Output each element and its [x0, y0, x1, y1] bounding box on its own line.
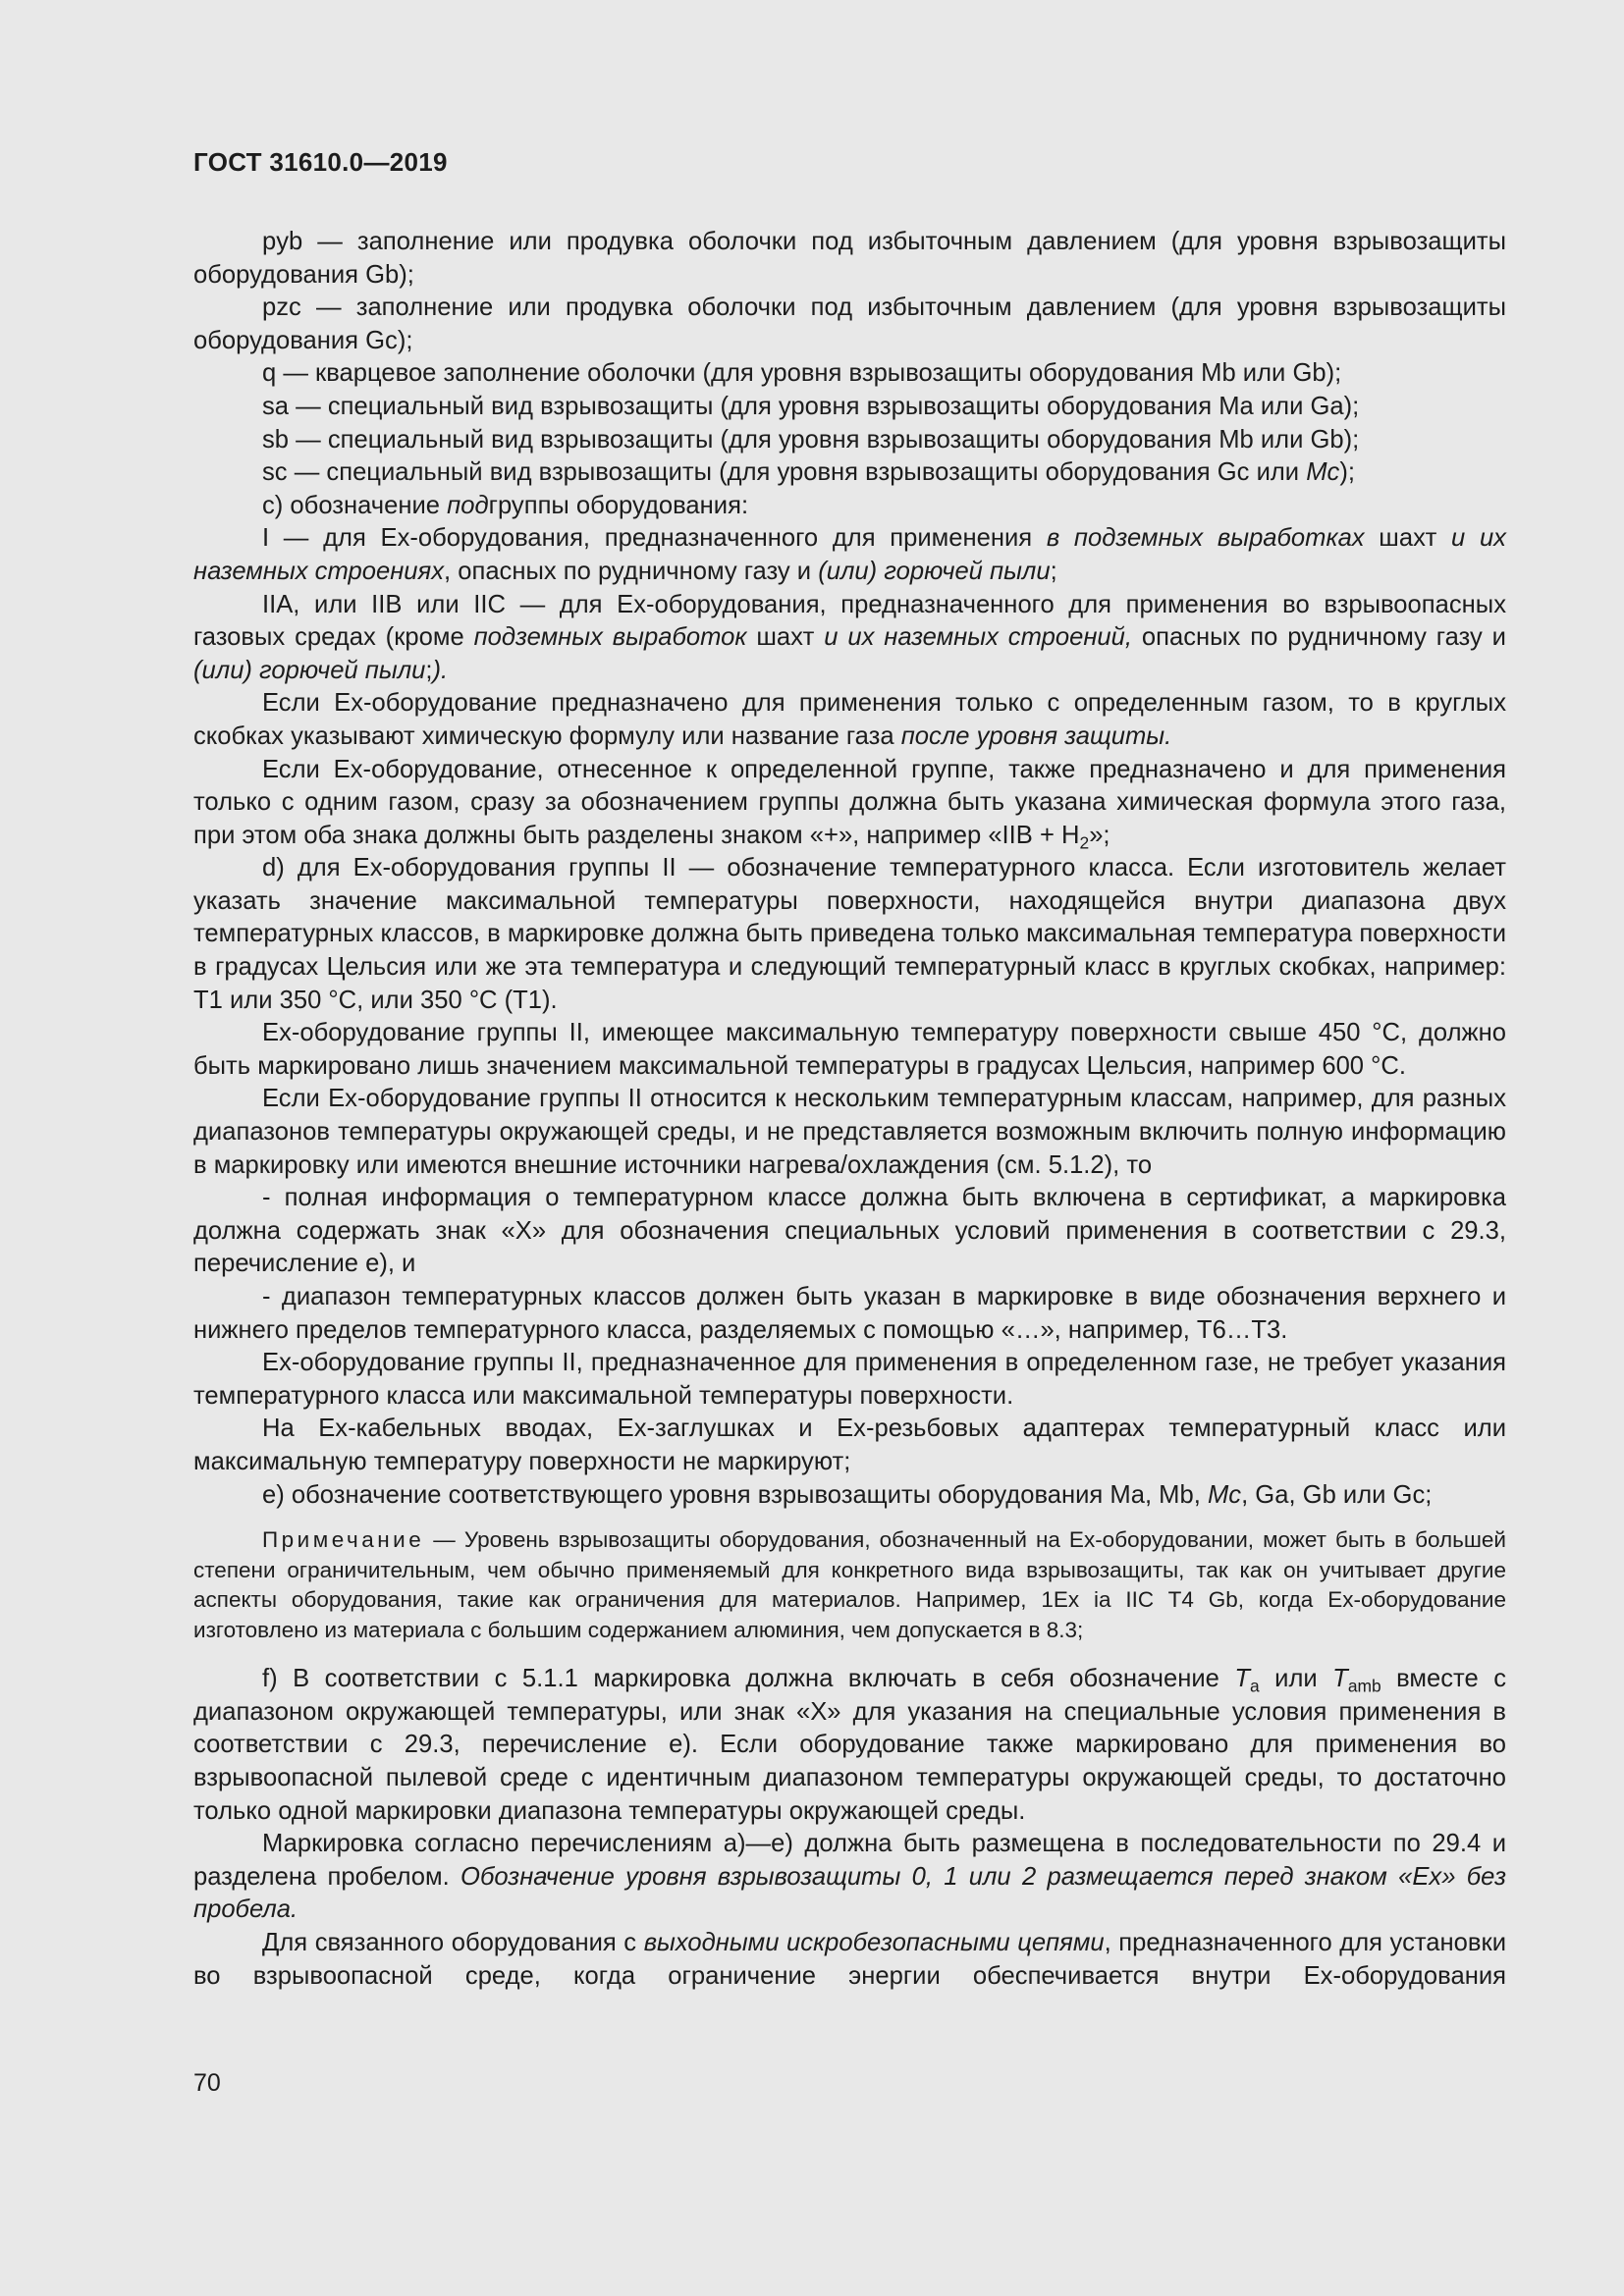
italic-text: и их наземных строений,	[824, 623, 1132, 652]
text: Маркировка согласно перечислениям а)—е) должна быть размещена в последовательности по 29.4 и разделена пробелом.	[193, 1830, 1506, 1891]
italic-text: T	[1332, 1665, 1348, 1693]
italic-text: Обозначение уровня взрывозащиты 0, 1 или 2 размещается перед знаком «Ex» без пробела.	[193, 1862, 1506, 1924]
paragraph-e-epl	[193, 1479, 1506, 1513]
paragraph-450c: Ех-оборудование группы II, имеющее максимальную температуру поверхности свыше 450 °С, должно быть маркировано лишь значением максимальной температуры в градусах Цельсия, например 600 °С.	[193, 1019, 1506, 1080]
paragraph-marking-order	[193, 1828, 1506, 1927]
document-header: ГОСТ 31610.0—2019	[193, 147, 448, 177]
text: Если Ех-оборудование, отнесенное к определенной группе, также предназначено и для применения только с одним газом, сразу за обозначением группы должна быть указана химическая формула этого газа, при этом оба знака должны быть разделены знаком «+», например «IIB + H	[193, 755, 1506, 849]
paragraph-group-i	[193, 522, 1506, 588]
paragraph-range: - диапазон температурных классов должен быть указан в маркировке в виде обозначения верхнего и нижнего пределов температурного класса, разделяемых с помощью «…», например, T6…T3.	[193, 1283, 1506, 1344]
paragraph-pzc: pzc — заполнение или продувка оболочки под избыточным давлением (для уровня взрывозащиты оборудования Gc);	[193, 294, 1506, 354]
text: шахт	[746, 623, 825, 652]
subscript: 2	[1079, 832, 1090, 853]
text: вместе с диапазоном окружающей температуры, или знак «X» для указания на специальные условия применения в соответствии с 29.3, перечисление е). Если оборудование также маркировано для применения во взрывоопасной пылевой среде с идентичным диапазоном температуры окружающей среды, то достаточно только одной маркировки диапазона температуры окружающей среды.	[193, 1665, 1506, 1825]
paragraph-f-ambient	[193, 1663, 1506, 1828]
paragraph-group-gas	[193, 754, 1506, 853]
text: ;	[1050, 557, 1057, 585]
paragraph-specific-gas: Ех-оборудование группы II, предназначенное для применения в определенном газе, не требует указания температурного класса или максимальной температуры поверхности.	[193, 1349, 1506, 1410]
paragraph-single-gas	[193, 687, 1506, 753]
text: c) обозначение	[262, 491, 448, 519]
paragraph-full-info: - полная информация о температурном классе должна быть включена в сертификат, а маркировка должна содержать знак «X» для обозначения специальных условий применения в соответствии с 29.3, перечисление е), и	[193, 1184, 1506, 1278]
text: опасных по рудничному газу и	[1131, 623, 1506, 652]
text: f) В соответствии с 5.1.1 маркировка должна включать в себя обозначение	[262, 1665, 1235, 1693]
paragraph-cable-glands: На Ех-кабельных вводах, Ех-заглушках и Ех-резьбовых адаптерах температурный класс или максимальную температуру поверхности не маркируют;	[193, 1415, 1506, 1475]
document-body	[193, 226, 1506, 1993]
text: IIA, или IIB или IIC — для Ех-оборудования, предназначенного для применения во взрывоопасных газовых средах (кроме	[193, 590, 1506, 652]
italic-text: Mc	[1207, 1480, 1242, 1509]
subscript: amb	[1347, 1676, 1381, 1696]
paragraph-associated-apparatus	[193, 1927, 1506, 1993]
text: или	[1259, 1665, 1333, 1693]
text: группы оборудования:	[488, 491, 749, 519]
italic-text: (или) горючей пыли	[818, 557, 1051, 585]
subscript: a	[1250, 1676, 1260, 1696]
italic-text: Mc	[1306, 458, 1340, 487]
paragraph-sb: sb — специальный вид взрывозащиты (для уровня взрывозащиты оборудования Mb или Gb);	[262, 425, 1360, 454]
paragraph-sa: sa — специальный вид взрывозащиты (для уровня взрывозащиты оборудования Ma или Ga);	[262, 392, 1360, 420]
text: ;	[425, 656, 433, 684]
text: шахт	[1364, 524, 1452, 553]
text: , Ga, Gb или Gc;	[1241, 1480, 1433, 1509]
paragraph-d-temp-class: d) для Ех-оборудования группы II — обозначение температурного класса. Если изготовитель желает указать значение максимальной температуры поверхности, находящейся внутри диапазона двух температурных классов, в маркировке должна быть приведена только максимальная температура поверхности в градусах Цельсия или же эта температура и следующий температурный класс в круглых скобках, например: T1 или 350 °С, или 350 °С (T1).	[193, 854, 1506, 1014]
text: e) обозначение соответствующего уровня взрывозащиты оборудования Ma, Mb,	[262, 1480, 1208, 1509]
italic-text: в подземных выработках	[1046, 524, 1365, 553]
text: , предназначенного для установки во взрывоопасной среде, когда ограничение энергии обеспечивается внутри Ех-оборудования	[193, 1928, 1506, 1990]
italic-text: подземных выработок	[473, 623, 747, 652]
italic-text: под	[447, 491, 489, 519]
text: I — для Ех-оборудования, предназначенного для применения	[262, 524, 1047, 553]
italic-text: и их наземных строениях	[193, 524, 1506, 585]
text: , опасных по рудничному газу и	[444, 557, 819, 585]
text: »;	[1089, 821, 1110, 849]
paragraph-q: q — кварцевое заполнение оболочки (для уровня взрывозащиты оборудования Mb или Gb);	[262, 359, 1342, 388]
page-number: 70	[193, 2069, 221, 2097]
paragraph-group-ii	[193, 589, 1506, 688]
text: Для связанного оборудования с	[262, 1928, 644, 1956]
italic-text: после уровня защиты.	[900, 721, 1172, 750]
paragraph-pyb: pyb — заполнение или продувка оболочки под избыточным давлением (для уровня взрывозащиты оборудования Gb);	[193, 228, 1506, 289]
paragraph-sc	[193, 456, 1506, 490]
text: );	[1339, 458, 1355, 487]
text: Если Ех-оборудование предназначено для применения только с определенным газом, то в круглых скобках указывают химическую формулу или название газа	[193, 689, 1506, 750]
italic-text: T	[1234, 1665, 1251, 1693]
italic-text: (или) горючей пыли	[193, 656, 426, 684]
note-label: Примечание	[262, 1527, 425, 1553]
italic-text: ).	[432, 656, 449, 684]
text: sc — специальный вид взрывозащиты (для уровня взрывозащиты оборудования Gc или	[262, 458, 1307, 487]
note-block	[193, 1525, 1506, 1645]
italic-text: выходными искробезопасными цепями	[643, 1928, 1105, 1956]
paragraph-c-subgroup	[193, 490, 1506, 523]
note-text: — Уровень взрывозащиты оборудования, обозначенный на Ех-оборудовании, может быть в большей степени ограничительным, чем обычно применяемый для конкретного вида взрывозащиты, так как он учитывает другие аспекты оборудования, такие как ограничения для материалов. Например, 1Ex ia IIC T4 Gb, когда Ех-оборудование изготовлено из материала с большим содержанием алюминия, чем допускается в 8.3;	[193, 1527, 1506, 1642]
paragraph-multiple-classes: Если Ех-оборудование группы II относится к нескольким температурным классам, например, для разных диапазонов температуры окружающей среды, и не представляется возможным включить полную информацию в маркировку или имеются внешние источники нагрева/охлаждения (см. 5.1.2), то	[193, 1085, 1506, 1179]
